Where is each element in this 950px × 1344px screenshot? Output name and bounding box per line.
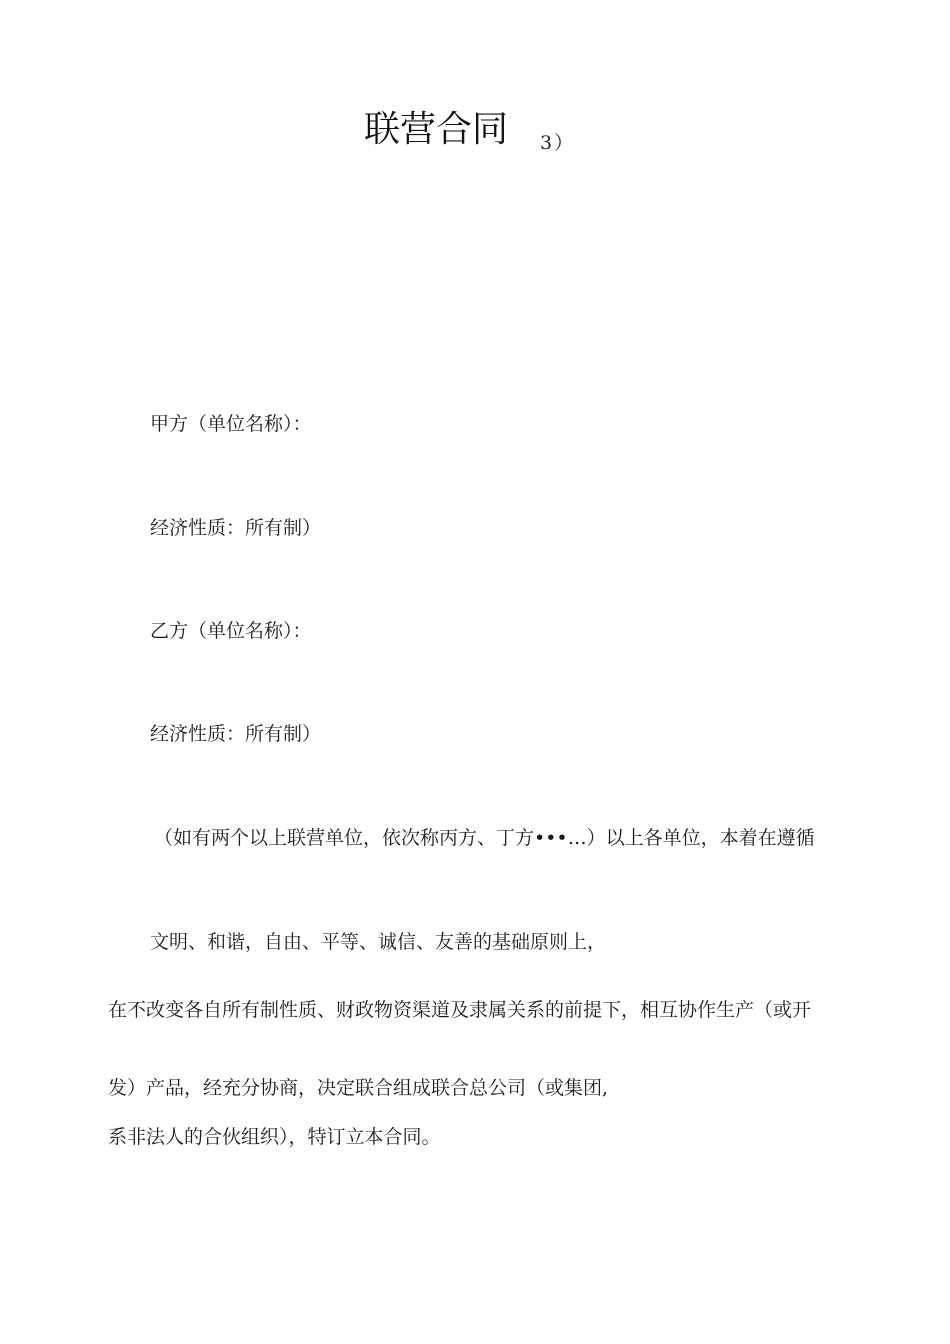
paragraph-4: 发）产品，经充分协商，决定联合组成联合总公司（或集团, [108,1077,609,1099]
paragraph-3: 在不改变各自所有制性质、财政物资渠道及隶属关系的前提下，相互协作生产（或开 [108,999,812,1021]
party-a-label: 甲方（单位名称）： [150,413,312,435]
title-suffix: 3） [540,132,576,154]
party-b-label: 乙方（单位名称）： [150,620,312,642]
document-title: 联营合同 [364,109,509,150]
paragraph-1: （如有两个以上联营单位，依次称丙方、丁方•••…）以上各单位，本着在遵循 [154,827,815,849]
paragraph-5: 系非法人的合伙组织），特订立本合同。 [108,1126,441,1148]
paragraph-2: 文明、和谐，自由、平等、诚信、友善的基础原则上， [150,931,607,953]
party-b-nature: 经济性质：所有制） [150,723,322,745]
party-a-nature: 经济性质：所有制） [150,517,322,539]
